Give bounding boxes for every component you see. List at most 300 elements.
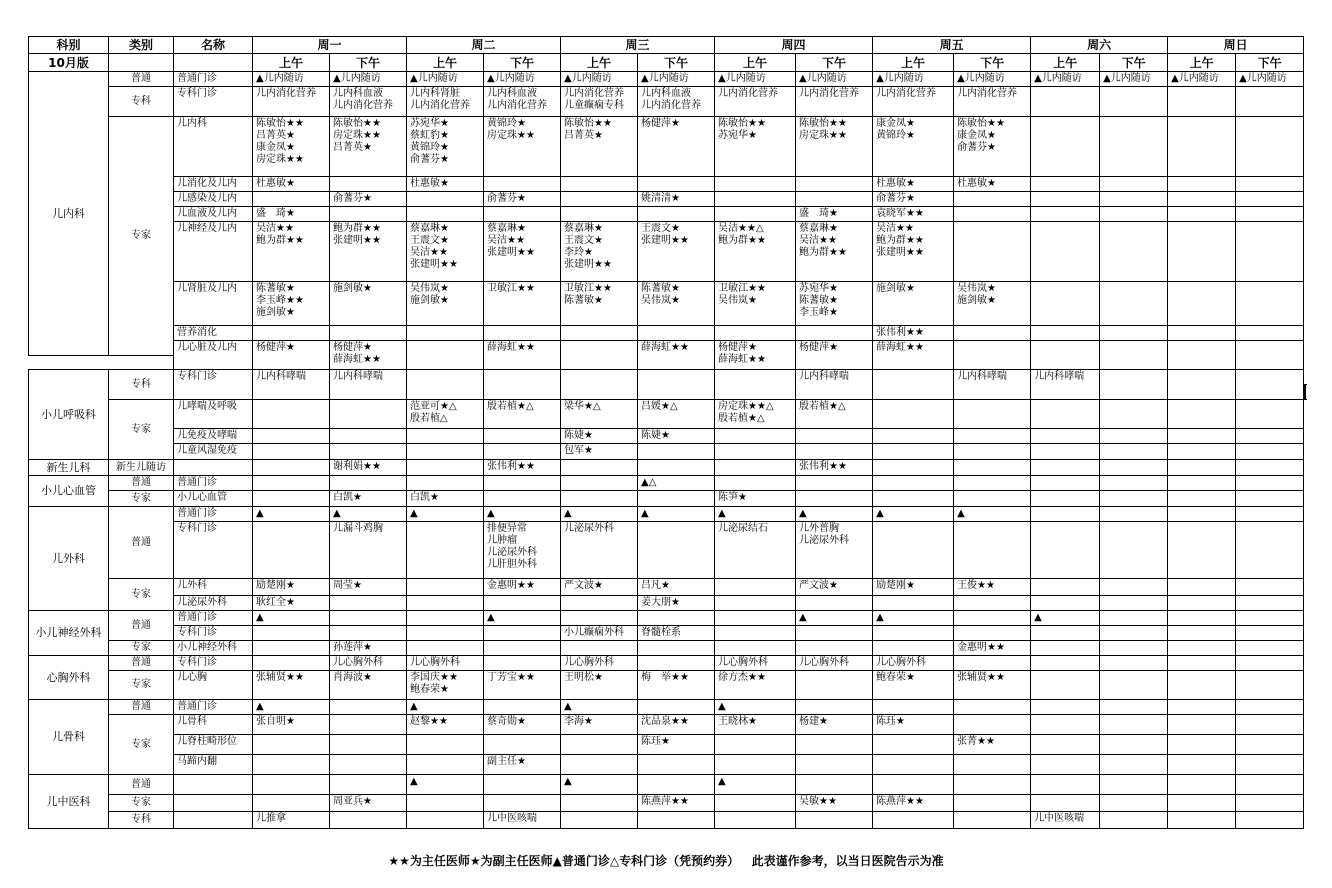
clinic-name-cell	[174, 775, 253, 795]
schedule-row	[29, 626, 1306, 641]
slot-day2-am	[561, 735, 638, 755]
slot-day2-pm: ▲	[638, 507, 715, 522]
slot-day2-pm: 梅 举★★	[638, 671, 715, 700]
slot-day0-am	[253, 522, 330, 579]
slot-day4-pm	[954, 626, 1031, 641]
slot-day0-pm	[330, 326, 407, 341]
slot-day2-pm: 脊髓栓系	[638, 626, 715, 641]
schedule-row	[29, 282, 1306, 297]
slot-day2-pm	[638, 177, 715, 192]
header-am: 上午	[561, 54, 638, 72]
slot-day1-pm	[484, 326, 561, 341]
schedule-row	[29, 222, 1306, 237]
slot-day3-pm: 陈敏怡★★ 房定珠★★	[796, 117, 873, 177]
dept-cell: 小儿呼吸科	[29, 370, 109, 460]
slot-day5-am	[1031, 326, 1100, 341]
slot-day6-am	[1168, 341, 1236, 370]
legend-footer: ★★为主任医师★为副主任医师▲普通门诊△专科门诊（凭预约券） 此表谨作参考，以当日医院告示为准	[388, 854, 944, 868]
slot-day0-pm: 陈敏怡★★ 房定珠★★ 吕菁英★	[330, 117, 407, 177]
slot-day3-am	[715, 812, 796, 829]
slot-day6-am	[1168, 444, 1236, 460]
slot-day2-pm	[638, 326, 715, 341]
slot-day0-pm	[330, 444, 407, 460]
slot-day4-am: 鲍春荣★	[873, 671, 954, 700]
slot-day3-am	[715, 370, 796, 400]
slot-day6-pm	[1236, 700, 1304, 715]
slot-day3-pm	[796, 755, 873, 775]
slot-day1-am	[407, 522, 484, 579]
category-cell: 普通	[109, 775, 174, 795]
slot-day6-am	[1168, 671, 1236, 700]
clinic-name-cell: 普通门诊	[174, 700, 253, 715]
slot-day3-pm	[796, 812, 873, 829]
dept-cell: 心胸外科	[29, 656, 109, 700]
slot-day4-pm: 金惠明★★	[954, 641, 1031, 656]
clinic-name-cell: 专科门诊	[174, 626, 253, 641]
slot-day5-am	[1031, 507, 1100, 522]
header-type: 类别	[109, 37, 174, 54]
clinic-name-cell: 儿消化及儿内	[174, 177, 253, 192]
schedule-row	[29, 87, 1306, 102]
clinic-name-cell: 儿血液及儿内	[174, 207, 253, 222]
slot-day2-pm	[638, 522, 715, 579]
slot-day5-pm	[1100, 641, 1168, 656]
clinic-name-cell: 普通门诊	[174, 611, 253, 626]
header-day: 周三	[561, 37, 715, 54]
slot-day6-am	[1168, 282, 1236, 326]
slot-day1-am	[407, 476, 484, 491]
slot-day5-am	[1031, 476, 1100, 491]
slot-day2-am: ▲	[561, 507, 638, 522]
slot-day5-am	[1031, 700, 1100, 715]
slot-day4-pm	[954, 715, 1031, 735]
slot-day0-pm	[330, 400, 407, 429]
header-am: 上午	[253, 54, 330, 72]
clinic-name-cell: 普通门诊	[174, 507, 253, 522]
slot-day2-am: 李海★	[561, 715, 638, 735]
slot-day4-pm	[954, 795, 1031, 812]
slot-day4-pm	[954, 444, 1031, 460]
clinic-name-cell: 儿内科	[174, 117, 253, 177]
slot-day6-am	[1168, 460, 1236, 476]
clinic-name-cell: 儿哮喘及呼吸	[174, 400, 253, 429]
slot-day5-pm	[1100, 700, 1168, 715]
slot-day1-pm	[484, 735, 561, 755]
clinic-name-cell: 马蹄内翻	[174, 755, 253, 775]
slot-day6-am	[1168, 400, 1236, 429]
category-cell: 专家	[109, 641, 174, 656]
slot-day3-pm	[796, 626, 873, 641]
slot-day0-am: 杜惠敏★	[253, 177, 330, 192]
slot-day6-pm	[1236, 177, 1304, 192]
slot-day6-pm	[1236, 460, 1304, 476]
slot-day3-am: 杨健萍★ 薛海虹★★	[715, 341, 796, 370]
category-cell: 专家	[109, 117, 174, 356]
clinic-name-cell: 专科门诊	[174, 656, 253, 671]
slot-day4-am	[873, 460, 954, 476]
category-cell: 普通	[109, 611, 174, 641]
slot-day6-pm	[1236, 522, 1304, 579]
slot-day6-am	[1168, 476, 1236, 491]
slot-day0-pm	[330, 700, 407, 715]
slot-day0-pm: 肖海波★	[330, 671, 407, 700]
slot-day2-pm: 沈品泉★★	[638, 715, 715, 735]
slot-day0-am: ▲	[253, 611, 330, 626]
slot-day4-am	[873, 626, 954, 641]
slot-day2-pm	[638, 812, 715, 829]
slot-day1-am: 吴伟岚★ 施剑敏★	[407, 282, 484, 326]
slot-day3-pm	[796, 775, 873, 795]
slot-day6-pm	[1236, 775, 1304, 795]
slot-day5-pm	[1100, 656, 1168, 671]
slot-day5-pm: ▲儿内随访	[1100, 72, 1168, 87]
dept-cell: 儿骨科	[29, 700, 109, 775]
slot-day4-pm	[954, 400, 1031, 429]
slot-day1-pm	[484, 491, 561, 507]
slot-day5-pm	[1100, 282, 1168, 326]
slot-day4-am: 儿心胸外科	[873, 656, 954, 671]
slot-day5-pm	[1100, 671, 1168, 700]
slot-day2-pm: 王震文★ 张建明★★	[638, 222, 715, 282]
schedule-row	[29, 444, 1306, 460]
slot-day4-am: 杜惠敏★	[873, 177, 954, 192]
slot-day0-pm	[330, 177, 407, 192]
clinic-name-cell	[174, 460, 253, 476]
slot-day1-pm: 排便异常 儿肿瘤 儿泌尿外科 儿肝胆外科	[484, 522, 561, 579]
clinic-name-cell: 儿神经及儿内	[174, 222, 253, 282]
slot-day2-pm: 杨健萍★	[638, 117, 715, 177]
slot-day6-am	[1168, 641, 1236, 656]
slot-day1-pm	[484, 700, 561, 715]
category-cell: 专家	[109, 671, 174, 700]
slot-day4-am	[873, 522, 954, 579]
slot-day3-pm: 苏宛华★ 陈蓍敏★ 李玉峰★	[796, 282, 873, 326]
slot-day0-pm: 儿漏斗鸡胸	[330, 522, 407, 579]
slot-day4-am	[873, 491, 954, 507]
slot-day2-am	[561, 491, 638, 507]
slot-day2-am: ▲	[561, 700, 638, 715]
schedule-row	[29, 671, 1306, 686]
slot-day3-pm	[796, 671, 873, 700]
slot-day5-pm	[1100, 522, 1168, 579]
slot-day5-am	[1031, 735, 1100, 755]
slot-day3-am: 徐方杰★★	[715, 671, 796, 700]
slot-day2-pm	[638, 641, 715, 656]
slot-day4-am: 康金凤★ 黄锦玲★	[873, 117, 954, 177]
slot-day4-am	[873, 755, 954, 775]
slot-day5-am	[1031, 177, 1100, 192]
slot-day5-am: 儿中医咳喘	[1031, 812, 1100, 829]
slot-day4-pm	[954, 341, 1031, 370]
schedule-row	[29, 596, 1306, 611]
slot-day5-am	[1031, 460, 1100, 476]
slot-day3-pm: 蔡嘉琳★ 吴洁★★ 鲍为群★★	[796, 222, 873, 282]
slot-day1-pm: 黄锦玲★ 房定珠★★	[484, 117, 561, 177]
slot-day3-am	[715, 207, 796, 222]
slot-day5-am: ▲	[1031, 611, 1100, 626]
slot-day1-am: 范亚可★△ 殷若植△	[407, 400, 484, 429]
slot-day6-pm	[1236, 735, 1304, 755]
slot-day0-pm	[330, 611, 407, 626]
slot-day5-pm	[1100, 192, 1168, 207]
category-cell: 专家	[109, 795, 174, 812]
schedule-row	[29, 507, 1306, 522]
slot-day6-am	[1168, 700, 1236, 715]
slot-day1-am: 白凯★	[407, 491, 484, 507]
slot-day0-am: 张自明★	[253, 715, 330, 735]
header-pm: 下午	[1100, 54, 1168, 72]
slot-day1-am: 苏宛华★ 蔡虹豹★ 黄锦玲★ 俞蓍芬★	[407, 117, 484, 177]
schedule-row	[29, 579, 1306, 596]
slot-day1-pm	[484, 429, 561, 444]
schedule-row	[29, 735, 1306, 755]
slot-day4-am: 陈燕萍★★	[873, 795, 954, 812]
clinic-name-cell: 专科门诊	[174, 370, 253, 400]
clinic-name-cell: 普通门诊	[174, 72, 253, 87]
slot-day3-pm	[796, 596, 873, 611]
slot-day4-pm	[954, 522, 1031, 579]
slot-day0-pm: 杨健萍★ 薛海虹★★	[330, 341, 407, 370]
slot-day6-am	[1168, 812, 1236, 829]
slot-day0-pm: ▲儿内随访	[330, 72, 407, 87]
slot-day2-am: ▲儿内随访	[561, 72, 638, 87]
slot-day2-am: 王明松★	[561, 671, 638, 700]
slot-day2-pm	[638, 611, 715, 626]
slot-day2-am: 卫敏江★★ 陈蓍敏★	[561, 282, 638, 326]
slot-day2-pm: 陈蓍敏★ 吴伟岚★	[638, 282, 715, 326]
slot-day2-am: 陈婕★	[561, 429, 638, 444]
slot-day4-am: 儿内消化营养	[873, 87, 954, 117]
slot-day0-am	[253, 192, 330, 207]
slot-day4-pm	[954, 460, 1031, 476]
slot-day6-am	[1168, 735, 1236, 755]
slot-day4-pm	[954, 222, 1031, 282]
schedule-row	[29, 177, 1306, 192]
slot-day4-am: 吴洁★★ 鲍为群★★ 张建明★★	[873, 222, 954, 282]
slot-day5-pm	[1100, 400, 1168, 429]
clinic-name-cell: 小儿心血管	[174, 491, 253, 507]
schedule-row	[29, 476, 1306, 491]
slot-day1-am	[407, 611, 484, 626]
slot-day0-pm: 俞蓍芬★	[330, 192, 407, 207]
clinic-name-cell: 儿心胸	[174, 671, 253, 700]
slot-day1-pm: ▲	[484, 507, 561, 522]
header-version: 10月版	[29, 54, 109, 72]
slot-day6-am	[1168, 326, 1236, 341]
slot-day4-pm	[954, 596, 1031, 611]
header-blank	[174, 54, 253, 72]
slot-day1-pm: 殷若植★△	[484, 400, 561, 429]
slot-day2-pm	[638, 775, 715, 795]
clinic-name-cell: 儿感染及儿内	[174, 192, 253, 207]
slot-day2-am	[561, 755, 638, 775]
slot-day5-am	[1031, 522, 1100, 579]
slot-day2-pm	[638, 491, 715, 507]
dept-cell: 小儿神经外科	[29, 611, 109, 656]
slot-day3-am: 儿心胸外科	[715, 656, 796, 671]
header-row-days	[29, 37, 1306, 54]
slot-day3-pm: 儿外普胸 儿泌尿外科	[796, 522, 873, 579]
slot-day3-am	[715, 626, 796, 641]
slot-day5-am	[1031, 207, 1100, 222]
slot-day3-pm	[796, 192, 873, 207]
slot-day6-am	[1168, 775, 1236, 795]
slot-day0-am	[253, 795, 330, 812]
slot-day0-am	[253, 755, 330, 775]
slot-day6-pm	[1236, 626, 1304, 641]
header-pm: 下午	[330, 54, 407, 72]
slot-day1-am: ▲	[407, 507, 484, 522]
slot-day2-pm: 薛海虹★★	[638, 341, 715, 370]
slot-day0-pm	[330, 626, 407, 641]
slot-day1-pm: 张伟利★★	[484, 460, 561, 476]
header-pm: 下午	[796, 54, 873, 72]
slot-day1-pm: 蔡奇勋★	[484, 715, 561, 735]
slot-day0-am: ▲	[253, 700, 330, 715]
slot-day0-am	[253, 460, 330, 476]
slot-day6-pm: ▲儿内随访	[1236, 72, 1304, 87]
slot-day2-pm	[638, 460, 715, 476]
header-pm: 下午	[1236, 54, 1304, 72]
slot-day3-pm: ▲	[796, 507, 873, 522]
header-day: 周四	[715, 37, 873, 54]
slot-day2-am	[561, 476, 638, 491]
slot-day1-am	[407, 444, 484, 460]
header-am: 上午	[873, 54, 954, 72]
slot-day0-pm: 儿心胸外科	[330, 656, 407, 671]
slot-day5-am	[1031, 444, 1100, 460]
slot-day3-am	[715, 429, 796, 444]
slot-day5-pm	[1100, 326, 1168, 341]
schedule-row	[29, 429, 1306, 444]
header-am: 上午	[715, 54, 796, 72]
slot-day6-pm	[1236, 444, 1304, 460]
slot-day0-pm: 孙莲萍★	[330, 641, 407, 656]
slot-day4-am	[873, 596, 954, 611]
slot-day6-am	[1168, 611, 1236, 626]
slot-day4-am	[873, 700, 954, 715]
slot-day1-pm: ▲儿内随访	[484, 72, 561, 87]
slot-day4-am: ▲儿内随访	[873, 72, 954, 87]
slot-day4-pm	[954, 611, 1031, 626]
clinic-name-cell: 小儿神经外科	[174, 641, 253, 656]
slot-day4-pm	[954, 192, 1031, 207]
slot-day4-am	[873, 641, 954, 656]
slot-day3-am	[715, 755, 796, 775]
slot-day1-pm: 副主任★	[484, 755, 561, 775]
dept-cell: 儿外科	[29, 507, 109, 611]
slot-day0-am: ▲儿内随访	[253, 72, 330, 87]
slot-day0-pm	[330, 775, 407, 795]
slot-day6-pm	[1236, 656, 1304, 671]
slot-day1-pm: 俞蓍芬★	[484, 192, 561, 207]
slot-day6-pm	[1236, 326, 1304, 341]
slot-day5-am	[1031, 282, 1100, 326]
slot-day1-am	[407, 429, 484, 444]
schedule-row	[29, 755, 1306, 775]
slot-day5-am	[1031, 626, 1100, 641]
slot-day2-pm: 姚清清★	[638, 192, 715, 207]
slot-day6-pm	[1236, 671, 1304, 700]
slot-day6-am	[1168, 222, 1236, 282]
slot-day3-am: 陈笋★	[715, 491, 796, 507]
clinic-name-cell: 儿外科	[174, 579, 253, 596]
slot-day6-pm	[1236, 491, 1304, 507]
slot-day4-pm	[954, 207, 1031, 222]
slot-day4-pm: 儿内科哮喘	[954, 370, 1031, 400]
slot-day5-am	[1031, 87, 1100, 117]
slot-day2-am	[561, 460, 638, 476]
slot-day5-pm	[1100, 626, 1168, 641]
schedule-row	[29, 641, 1306, 656]
schedule-row	[29, 700, 1306, 715]
slot-day0-pm	[330, 735, 407, 755]
slot-day1-pm	[484, 177, 561, 192]
slot-day0-am: 杨健萍★	[253, 341, 330, 370]
slot-day6-am	[1168, 370, 1236, 400]
slot-day4-am	[873, 370, 954, 400]
slot-day2-pm	[638, 700, 715, 715]
slot-day2-am: 严文波★	[561, 579, 638, 596]
slot-day4-pm: 张辅贤★★	[954, 671, 1031, 700]
slot-day3-am: ▲儿内随访	[715, 72, 796, 87]
dept-cell: 儿内科	[29, 72, 109, 356]
slot-day0-am: 陈蓍敏★ 李玉峰★★ 施剑敏★	[253, 282, 330, 326]
slot-day6-am	[1168, 507, 1236, 522]
slot-day5-pm	[1100, 87, 1168, 117]
slot-day1-pm: 蔡嘉琳★ 吴洁★★ 张建明★★	[484, 222, 561, 282]
slot-day3-am	[715, 579, 796, 596]
slot-day0-am	[253, 775, 330, 795]
slot-day2-am	[561, 596, 638, 611]
slot-day5-am	[1031, 795, 1100, 812]
slot-day6-am	[1168, 192, 1236, 207]
slot-day3-am	[715, 735, 796, 755]
category-cell: 专科	[109, 87, 174, 117]
slot-day6-pm	[1236, 370, 1304, 400]
header-am: 上午	[1031, 54, 1100, 72]
slot-day0-pm	[330, 812, 407, 829]
slot-day5-pm	[1100, 596, 1168, 611]
slot-day0-pm: ▲	[330, 507, 407, 522]
slot-day4-pm	[954, 429, 1031, 444]
slot-day1-am: ▲儿内随访	[407, 72, 484, 87]
slot-day1-am	[407, 326, 484, 341]
schedule-row	[29, 795, 1306, 812]
slot-day5-am	[1031, 671, 1100, 700]
category-cell: 专科	[109, 812, 174, 829]
slot-day0-am	[253, 641, 330, 656]
slot-day2-pm: ▲△	[638, 476, 715, 491]
slot-day1-am: ▲	[407, 700, 484, 715]
slot-day1-pm	[484, 207, 561, 222]
slot-day1-am	[407, 735, 484, 755]
slot-day3-am: ▲	[715, 700, 796, 715]
slot-day1-am: 杜惠敏★	[407, 177, 484, 192]
slot-day1-am	[407, 755, 484, 775]
slot-day4-am: ▲	[873, 611, 954, 626]
slot-day4-pm	[954, 700, 1031, 715]
schedule-row	[29, 400, 1306, 414]
slot-day4-pm	[954, 812, 1031, 829]
slot-day1-am: 蔡嘉琳★ 王震文★ 吴洁★★ 张建明★★	[407, 222, 484, 282]
slot-day2-am: 陈敏怡★★ 吕菁英★	[561, 117, 638, 177]
slot-day5-pm	[1100, 222, 1168, 282]
slot-day3-am: 儿泌尿结石	[715, 522, 796, 579]
header-name: 名称	[174, 37, 253, 54]
slot-day3-pm: 儿内科哮喘	[796, 370, 873, 400]
schedule-row	[29, 370, 1306, 385]
